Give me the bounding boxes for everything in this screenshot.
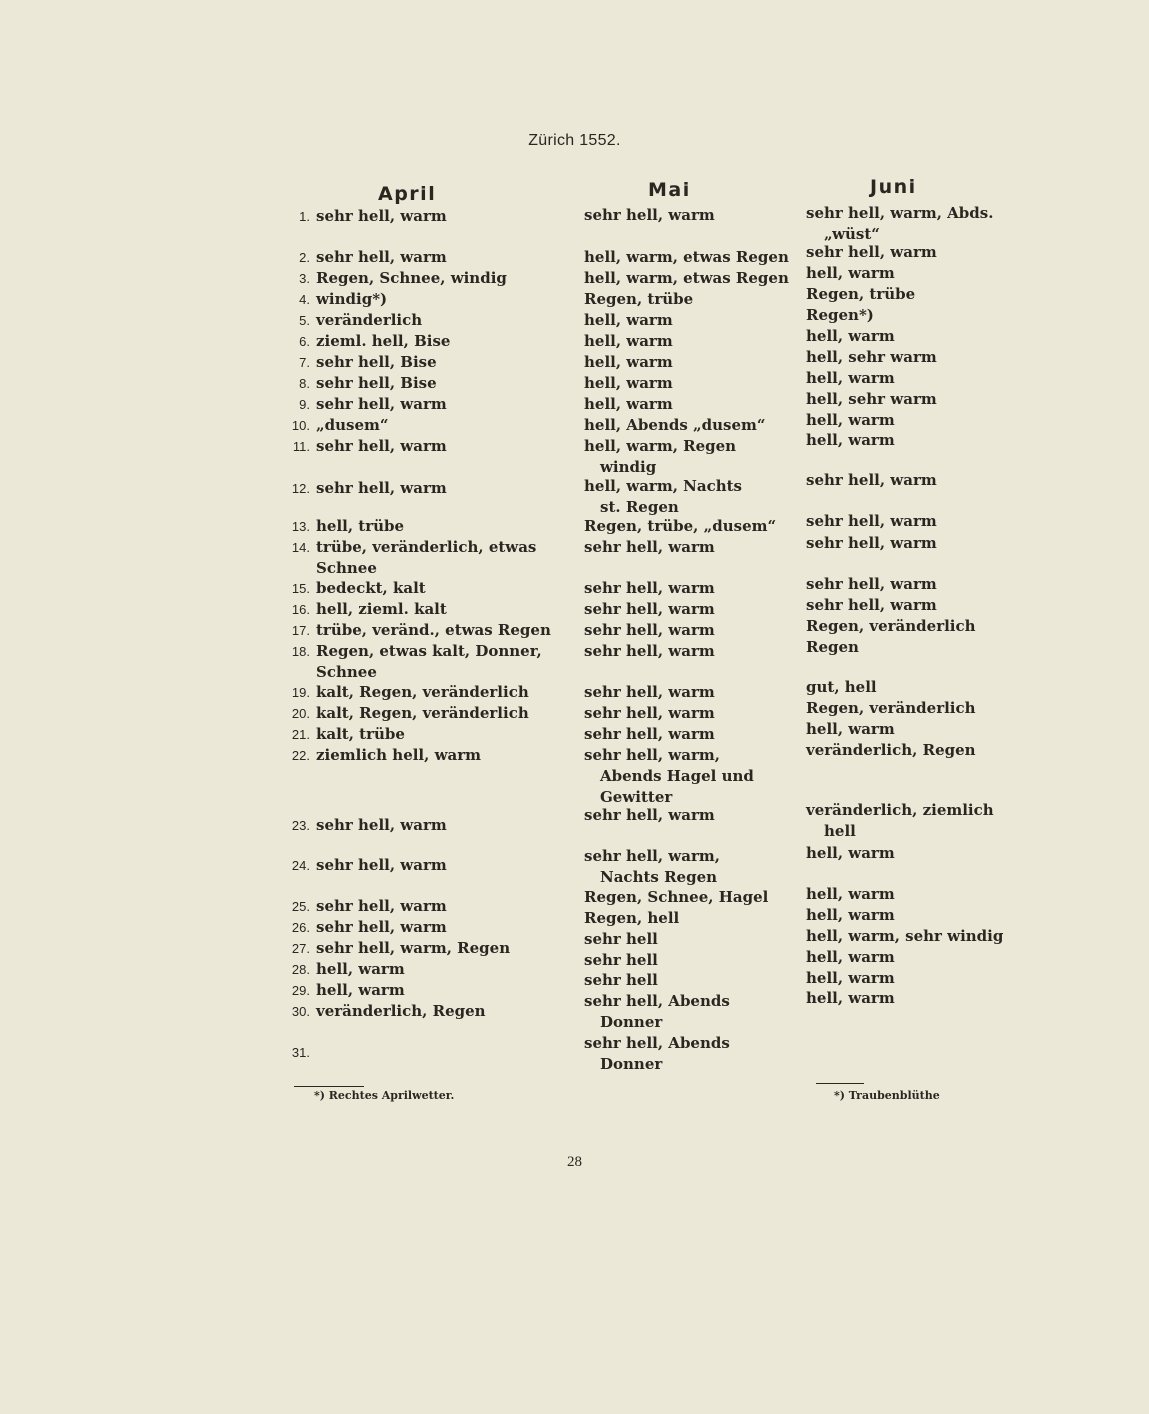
juni-entry: sehr hell, warm [806, 596, 937, 614]
april-entry: sehr hell, warm [316, 918, 447, 936]
mai-entry: hell, warm, Nachts [584, 477, 742, 495]
mai-entry: sehr hell, warm [584, 206, 715, 224]
mai-entry: Regen, Schnee, Hagel [584, 888, 769, 906]
april-entry: trübe, veränd., etwas Regen [316, 621, 551, 639]
mai-entry: sehr hell [584, 951, 658, 969]
row-number: 22. [291, 748, 310, 763]
juni-entry: hell, warm [806, 989, 895, 1007]
row-number: 7. [299, 355, 310, 370]
mai-entry: Regen, hell [584, 909, 680, 927]
row-number: 21. [291, 727, 310, 742]
row-number: 28. [291, 962, 310, 977]
juni-entry: hell, warm [806, 264, 895, 282]
row-number: 8. [299, 376, 310, 391]
mai-entry: Regen, trübe, „dusem“ [584, 517, 777, 535]
juni-entry: veränderlich, Regen [806, 741, 976, 759]
row-number: 27. [291, 941, 310, 956]
row-number: 23. [291, 818, 310, 833]
row-number: 24. [291, 858, 310, 873]
row-number: 31. [291, 1045, 310, 1060]
mai-entry: sehr hell, warm [584, 725, 715, 743]
footnote-april: *) Rechtes Aprilwetter. [314, 1089, 455, 1102]
juni-entry: hell, warm, sehr windig [806, 927, 1004, 945]
juni-entry: sehr hell, warm, Abds. [806, 204, 994, 222]
juni-entry: hell [824, 822, 856, 840]
row-number: 19. [291, 685, 310, 700]
footnote-rule-left [294, 1086, 364, 1087]
row-number: 4. [299, 292, 310, 307]
april-entry: sehr hell, warm [316, 856, 447, 874]
juni-entry: gut, hell [806, 678, 877, 696]
april-entry: sehr hell, warm [316, 248, 447, 266]
juni-entry: hell, warm [806, 327, 895, 345]
row-number: 25. [291, 899, 310, 914]
mai-entry: hell, warm [584, 332, 673, 350]
mai-entry: sehr hell, warm [584, 683, 715, 701]
row-number: 11. [292, 439, 310, 454]
april-entry: sehr hell, warm [316, 437, 447, 455]
column-header-juni: Juni [870, 176, 917, 198]
row-number: 16. [291, 602, 310, 617]
row-number: 6. [299, 334, 310, 349]
april-entry: sehr hell, warm, Regen [316, 939, 511, 957]
mai-entry: sehr hell, warm [584, 642, 715, 660]
row-number: 9. [299, 397, 310, 412]
juni-entry: hell, warm [806, 948, 895, 966]
mai-entry: hell, warm [584, 353, 673, 371]
april-entry: hell, trübe [316, 517, 405, 535]
april-entry: Regen, etwas kalt, Donner, [316, 642, 542, 660]
april-entry: veränderlich [316, 311, 423, 329]
mai-entry: sehr hell, warm [584, 621, 715, 639]
juni-entry: hell, warm [806, 369, 895, 387]
juni-entry: hell, warm [806, 411, 895, 429]
mai-entry: sehr hell [584, 930, 658, 948]
april-entry: sehr hell, warm [316, 897, 447, 915]
row-number: 14. [291, 540, 310, 555]
mai-entry: hell, Abends „dusem“ [584, 416, 766, 434]
column-header-mai: Mai [648, 179, 691, 201]
mai-entry: hell, warm, etwas Regen [584, 248, 789, 266]
mai-entry: Abends Hagel und [600, 767, 754, 785]
april-entry: veränderlich, Regen [316, 1002, 486, 1020]
april-entry-continuation: Schnee [316, 663, 377, 681]
april-entry: hell, warm [316, 981, 405, 999]
april-entry: hell, zieml. kalt [316, 600, 447, 618]
row-number: 5. [299, 313, 310, 328]
april-entry: kalt, Regen, veränderlich [316, 704, 529, 722]
juni-entry: hell, sehr warm [806, 390, 937, 408]
juni-entry: sehr hell, warm [806, 512, 937, 530]
row-number: 13. [291, 519, 310, 534]
april-entry: hell, warm [316, 960, 405, 978]
mai-entry: Donner [600, 1013, 663, 1031]
juni-entry: hell, warm [806, 906, 895, 924]
april-entry: windig*) [316, 290, 388, 308]
mai-entry: sehr hell, warm, [584, 847, 720, 865]
mai-entry: Nachts Regen [600, 868, 718, 886]
row-number: 26. [291, 920, 310, 935]
april-entry: sehr hell, warm [316, 207, 447, 225]
mai-entry: hell, warm, etwas Regen [584, 269, 789, 287]
april-entry: sehr hell, warm [316, 816, 447, 834]
juni-entry: Regen*) [806, 306, 874, 324]
april-entry: „dusem“ [316, 416, 389, 434]
juni-entry: hell, warm [806, 720, 895, 738]
juni-entry: Regen, veränderlich [806, 617, 976, 635]
juni-entry: sehr hell, warm [806, 534, 937, 552]
juni-entry: Regen, veränderlich [806, 699, 976, 717]
page-number: 28 [567, 1154, 582, 1170]
mai-entry: windig [600, 458, 657, 476]
mai-entry: hell, warm [584, 374, 673, 392]
mai-entry: Gewitter [600, 788, 673, 806]
april-entry: kalt, trübe [316, 725, 405, 743]
mai-entry: sehr hell, Abends [584, 1034, 730, 1052]
april-entry: Regen, Schnee, windig [316, 269, 507, 287]
mai-entry: sehr hell, warm [584, 806, 715, 824]
juni-entry: hell, warm [806, 844, 895, 862]
juni-entry: hell, sehr warm [806, 348, 937, 366]
juni-entry: Regen, trübe [806, 285, 916, 303]
mai-entry: hell, warm [584, 395, 673, 413]
row-number: 30. [291, 1004, 310, 1019]
juni-entry: veränderlich, ziemlich [806, 801, 994, 819]
april-entry: kalt, Regen, veränderlich [316, 683, 529, 701]
row-number: 17. [291, 623, 310, 638]
footnote-rule-right [816, 1083, 864, 1084]
april-entry: sehr hell, Bise [316, 353, 437, 371]
row-number: 2. [299, 250, 310, 265]
mai-entry: Regen, trübe [584, 290, 694, 308]
april-entry: sehr hell, warm [316, 479, 447, 497]
mai-entry: sehr hell, Abends [584, 992, 730, 1010]
april-entry: sehr hell, Bise [316, 374, 437, 392]
juni-entry: sehr hell, warm [806, 243, 937, 261]
mai-entry: hell, warm [584, 311, 673, 329]
juni-entry: „wüst“ [824, 225, 880, 243]
row-number: 1. [299, 209, 310, 224]
april-entry: bedeckt, kalt [316, 579, 426, 597]
row-number: 15. [291, 581, 310, 596]
juni-entry: hell, warm [806, 885, 895, 903]
mai-entry: st. Regen [600, 498, 679, 516]
mai-entry: sehr hell, warm [584, 538, 715, 556]
mai-entry: hell, warm, Regen [584, 437, 737, 455]
row-number: 18. [291, 644, 310, 659]
row-number: 10. [291, 418, 310, 433]
mai-entry: Donner [600, 1055, 663, 1073]
page-title: Zürich 1552. [528, 132, 621, 149]
mai-entry: sehr hell [584, 971, 658, 989]
mai-entry: sehr hell, warm [584, 704, 715, 722]
mai-entry: sehr hell, warm, [584, 746, 720, 764]
row-number: 12. [291, 481, 310, 496]
mai-entry: sehr hell, warm [584, 579, 715, 597]
row-number: 3. [299, 271, 310, 286]
juni-entry: hell, warm [806, 431, 895, 449]
juni-entry: Regen [806, 638, 859, 656]
footnote-juni: *) Traubenblüthe [834, 1089, 940, 1102]
april-entry: zieml. hell, Bise [316, 332, 451, 350]
column-header-april: April [378, 183, 437, 205]
row-number: 29. [291, 983, 310, 998]
juni-entry: hell, warm [806, 969, 895, 987]
april-entry: sehr hell, warm [316, 395, 447, 413]
juni-entry: sehr hell, warm [806, 575, 937, 593]
april-entry-continuation: Schnee [316, 559, 377, 577]
april-entry: ziemlich hell, warm [316, 746, 481, 764]
mai-entry: sehr hell, warm [584, 600, 715, 618]
row-number: 20. [291, 706, 310, 721]
april-entry: trübe, veränderlich, etwas [316, 538, 537, 556]
juni-entry: sehr hell, warm [806, 471, 937, 489]
